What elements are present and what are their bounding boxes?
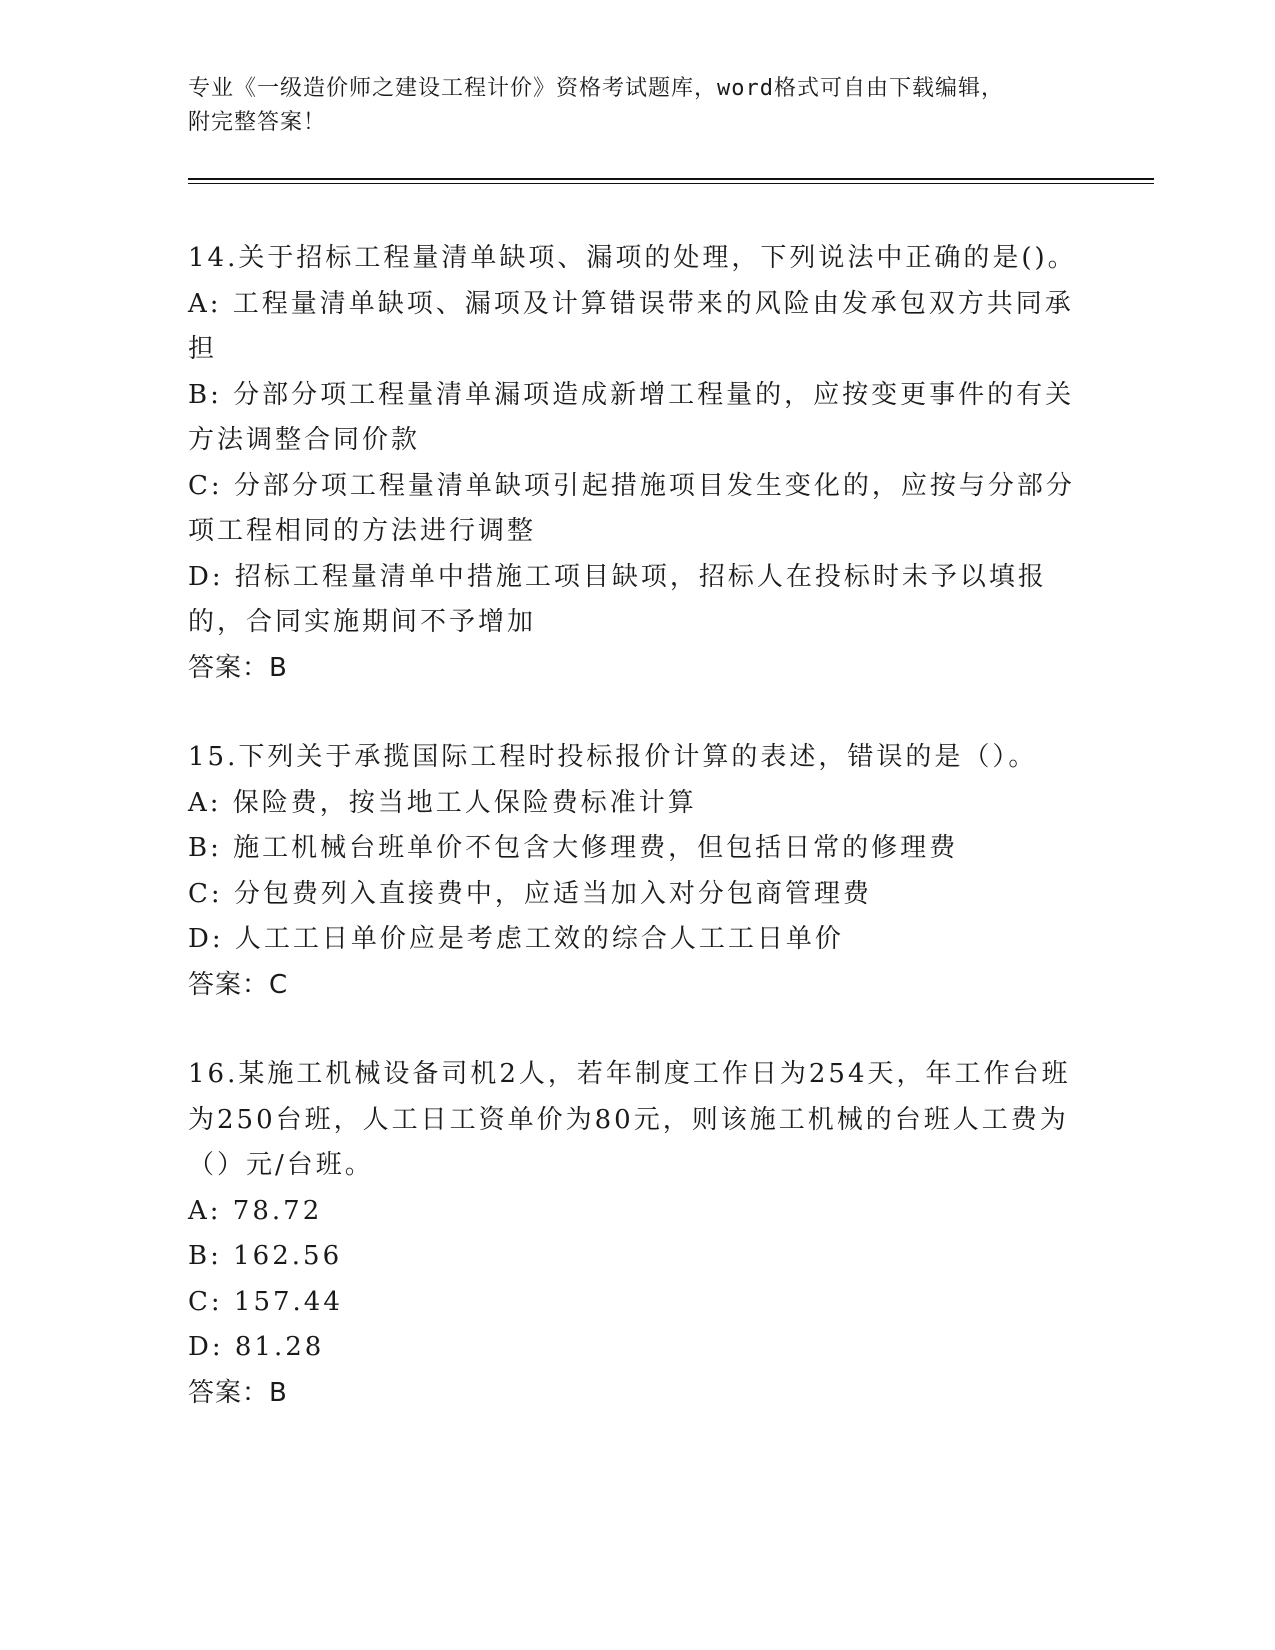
header-line-1: 专业《一级造价师之建设工程计价》资格考试题库，word格式可自由下载编辑， [188,76,1004,101]
option-d: D: 81.28 [188,1332,325,1362]
option-a: A: 工程量清单缺项、漏项及计算错误带来的风险由发承包双方共同承担 [188,288,1074,364]
option-c: C: 157.44 [188,1286,343,1317]
question-stem: 15.下列关于承揽国际工程时投标报价计算的表述，错误的是（）。 [188,742,1038,772]
answer: 答案：B [188,652,288,683]
question-16 [188,1052,1088,1416]
header-divider-thin [188,183,1154,184]
answer: 答案：B [188,1377,288,1408]
document-header [188,72,1088,140]
question-14 [188,236,1088,691]
option-b: B: 分部分项工程量清单漏项造成新增工程量的，应按变更事件的有关方法调整合同价款 [188,379,1075,455]
question-stem: 16.某施工机械设备司机2人，若年制度工作日为254天，年工作台班为250台班，人工日工资单价为80元，则该施工机械的台班人工费为（）元/台班。 [188,1059,1071,1180]
answer: 答案：C [188,969,289,1000]
option-c: C: 分包费列入直接费中，应适当加入对分包商管理费 [188,878,872,909]
option-c: C: 分部分项工程量清单缺项引起措施项目发生变化的，应按与分部分项工程相同的方法进行调整 [188,470,1075,546]
option-b: B: 162.56 [188,1241,343,1271]
option-d: D: 人工工日单价应是考虑工效的综合人工工日单价 [188,924,844,954]
header-line-2: 附完整答案！ [188,110,327,135]
header-divider [188,178,1154,180]
option-d: D: 招标工程量清单中措施工项目缺项，招标人在投标时未予以填报的，合同实施期间不予增加 [188,561,1047,637]
question-list [188,236,1088,1460]
question-stem: 14.关于招标工程量清单缺项、漏项的处理，下列说法中正确的是()。 [188,243,1077,273]
option-a: A: 78.72 [188,1195,323,1226]
question-15 [188,735,1088,1008]
option-b: B: 施工机械台班单价不包含大修理费，但包括日常的修理费 [188,833,959,863]
option-a: A: 保险费，按当地工人保险费标准计算 [188,787,697,818]
